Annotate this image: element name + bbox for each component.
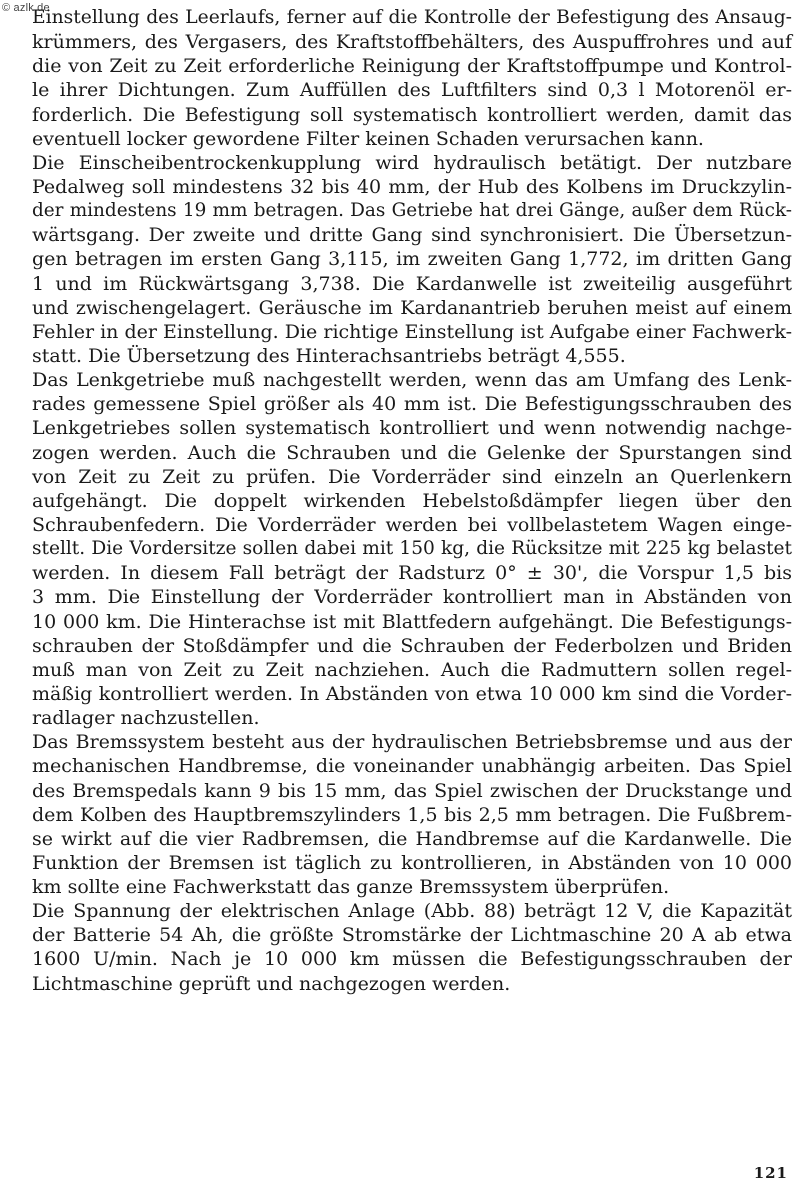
watermark: © azlk.de (2, 2, 50, 14)
paragraph (32, 151, 792, 368)
text-line: und zwischengelagert. Geräusche im Kardanantrieb beruhen meist auf einem (32, 296, 792, 319)
page-body (32, 6, 792, 996)
text-line: von Zeit zu Zeit zu prüfen. Die Vorderräder sind einzeln an Querlenkern (32, 465, 792, 488)
text-line: mäßig kontrolliert werden. In Abständen von etwa 10 000 km sind die Vorder- (32, 682, 792, 705)
text-line: schrauben der Stoßdämpfer und die Schrauben der Federbolzen und Briden (32, 634, 792, 657)
paragraph (32, 368, 792, 730)
text-line: stellt. Die Vordersitze sollen dabei mit 150 kg, die Rücksitze mit 225 kg belastet (32, 538, 792, 560)
text-line: zogen werden. Auch die Schrauben und die Gelenke der Spurstangen sind (32, 441, 792, 464)
text-line: Das Bremssystem besteht aus der hydraulischen Betriebsbremse und aus der (32, 731, 792, 754)
text-line: se wirkt auf die vier Radbremsen, die Handbremse auf die Kardanwelle. Die (32, 827, 792, 850)
text-line: der mindestens 19 mm betragen. Das Getriebe hat drei Gänge, außer dem Rück- (32, 200, 792, 222)
text-line: 1 und im Rückwärtsgang 3,738. Die Kardanwelle ist zweiteilig ausgeführt (32, 272, 792, 295)
text-line: Schraubenfedern. Die Vorderräder werden bei vollbelastetem Wagen einge- (32, 513, 792, 536)
text-line: die von Zeit zu Zeit erforderliche Reinigung der Kraftstoffpumpe und Kontrol- (32, 55, 792, 78)
text-line: km sollte eine Fachwerkstatt das ganze Bremssystem überprüfen. (32, 876, 670, 899)
text-line: Die Spannung der elektrischen Anlage (Abb. 88) beträgt 12 V, die Kapazität (32, 900, 792, 923)
text-line: des Bremspedals kann 9 bis 15 mm, das Spiel zwischen der Druckstange und (32, 779, 792, 802)
text-line: rades gemessene Spiel größer als 40 mm ist. Die Befestigungsschrauben des (32, 393, 792, 416)
text-line: statt. Die Übersetzung des Hinterachsantriebs beträgt 4,555. (32, 344, 626, 367)
page-number: 121 (753, 1164, 788, 1182)
text-line: mechanischen Handbremse, die voneinander unabhängig arbeiten. Das Spiel (32, 755, 792, 778)
text-line: Das Lenkgetriebe muß nachgestellt werden, wenn das am Umfang des Lenk- (32, 369, 792, 392)
text-line: eventuell locker gewordene Filter keinen Schaden verursachen kann. (32, 127, 704, 150)
text-line: Fehler in der Einstellung. Die richtige Einstellung ist Aufgabe einer Fachwerk- (32, 320, 792, 343)
text-line: Einstellung des Leerlaufs, ferner auf die Kontrolle der Befestigung des Ansaug- (32, 7, 792, 28)
paragraph (32, 6, 792, 151)
text-line: Lenkgetriebes sollen systematisch kontrolliert und wenn notwendig nachge- (32, 417, 792, 440)
paragraph (32, 730, 792, 899)
text-line: le ihrer Dichtungen. Zum Auffüllen des Luftfilters sind 0,3 l Motorenöl er- (32, 79, 792, 102)
text-line: dem Kolben des Hauptbremszylinders 1,5 bis 2,5 mm betragen. Die Fußbrem- (32, 803, 792, 826)
text-line: Lichtmaschine geprüft und nachgezogen werden. (32, 972, 511, 995)
text-line: krümmers, des Vergasers, des Kraftstoffbehälters, des Auspuffrohres und auf (32, 31, 792, 54)
text-line: 1600 U/min. Nach je 10 000 km müssen die Befestigungsschrauben der (32, 948, 792, 971)
paragraph (32, 899, 792, 996)
text-line: 10 000 km. Die Hinterachse ist mit Blattfedern aufgehängt. Die Befestigungs- (32, 610, 792, 633)
text-line: der Batterie 54 Ah, die größte Stromstärke der Lichtmaschine 20 A ab etwa (32, 924, 792, 947)
text-line: werden. In diesem Fall beträgt der Radsturz 0° ± 30', die Vorspur 1,5 bis (32, 562, 792, 585)
text-line: gen betragen im ersten Gang 3,115, im zweiten Gang 1,772, im dritten Gang (32, 248, 792, 271)
text-line: radlager nachzustellen. (32, 707, 260, 730)
text-line: wärtsgang. Der zweite und dritte Gang sind synchronisiert. Die Übersetzun- (32, 224, 792, 247)
text-line: Die Einscheibentrockenkupplung wird hydraulisch betätigt. Der nutzbare (32, 151, 792, 174)
text-line: Pedalweg soll mindestens 32 bis 40 mm, der Hub des Kolbens im Druckzylin- (32, 175, 792, 198)
text-line: 3 mm. Die Einstellung der Vorderräder kontrolliert man in Abständen von (32, 586, 792, 609)
text-line: forderlich. Die Befestigung soll systematisch kontrolliert werden, damit das (32, 103, 792, 126)
text-line: Funktion der Bremsen ist täglich zu kontrollieren, in Abständen von 10 000 (32, 851, 792, 874)
text-line: muß man von Zeit zu Zeit nachziehen. Auch die Radmuttern sollen regel- (32, 658, 792, 681)
text-line: aufgehängt. Die doppelt wirkenden Hebelstoßdämpfer liegen über den (32, 489, 792, 512)
